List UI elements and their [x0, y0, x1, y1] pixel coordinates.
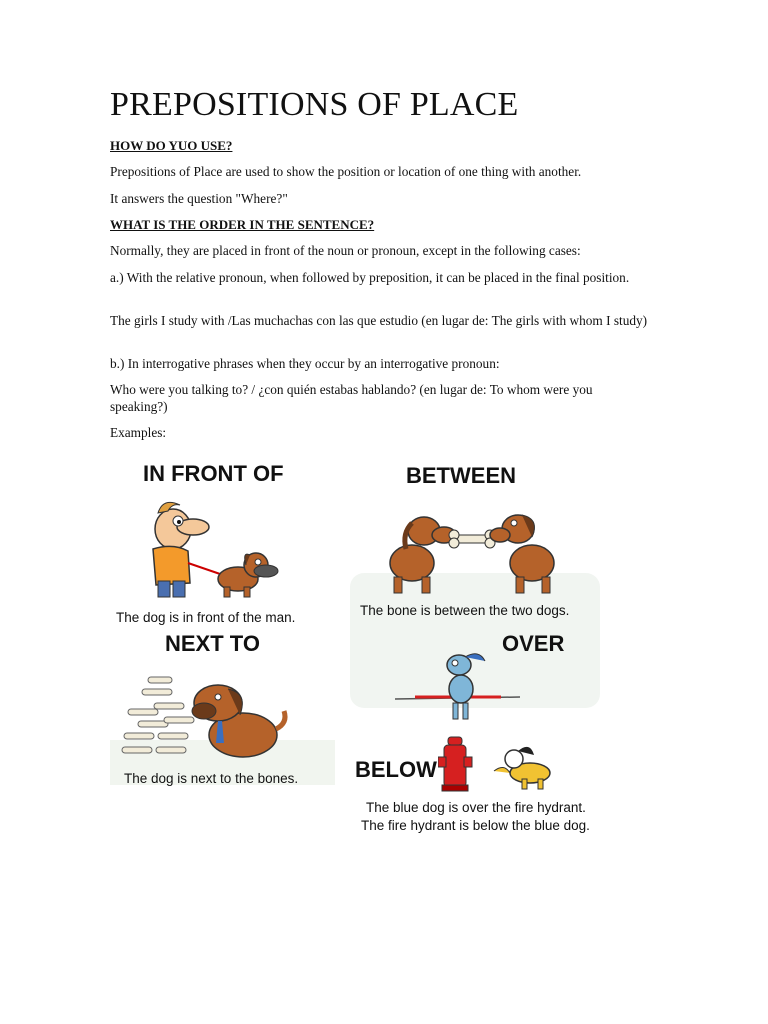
- paragraph-example-b: Who were you talking to? / ¿con quién estabas hablando? (en lugar de: To whom were you speaking?): [110, 382, 593, 414]
- caption-in-front-of: The dog is in front of the man.: [116, 610, 296, 625]
- two-dogs-bone-icon: [372, 493, 572, 603]
- panel-title-in-front-of: IN FRONT OF: [143, 461, 284, 486]
- blue-dog-tightrope-icon: [395, 645, 525, 725]
- prepositions-illustration: [110, 455, 630, 845]
- paragraph-definition: Prepositions of Place are used to show the position or location of one thing with another.: [110, 164, 582, 179]
- paragraph-where: It answers the question "Where?": [110, 191, 288, 206]
- caption-over: The blue dog is over the fire hydrant.: [366, 800, 586, 815]
- caption-between: The bone is between the two dogs.: [360, 603, 570, 618]
- panel-title-over: OVER: [502, 631, 565, 656]
- man-and-dog-icon: [128, 493, 288, 603]
- dog-and-bones-icon: [118, 663, 293, 763]
- caption-below: The fire hydrant is below the blue dog.: [361, 818, 590, 833]
- panel-title-next-to: NEXT TO: [165, 631, 260, 656]
- heading-sentence-order: WHAT IS THE ORDER IN THE SENTENCE?: [110, 217, 375, 232]
- paragraph-examples-label: Examples:: [110, 425, 167, 440]
- panel-title-between: BETWEEN: [406, 463, 516, 488]
- paragraph-case-b: b.) In interrogative phrases when they occur by an interrogative pronoun:: [110, 356, 500, 371]
- paragraph-normally: Normally, they are placed in front of the noun or pronoun, except in the following cases:: [110, 243, 581, 258]
- paragraph-example-a: The girls I study with /Las muchachas con las que estudio (en lugar de: The girls with whom I study): [110, 313, 648, 328]
- paragraph-case-a: a.) With the relative pronoun, when followed by preposition, it can be placed in the final position.: [110, 270, 630, 285]
- caption-next-to: The dog is next to the bones.: [124, 771, 299, 786]
- panel-title-below: BELOW: [355, 757, 437, 782]
- hydrant-and-dog-icon: [438, 733, 568, 793]
- heading-how-to-use: HOW DO YUO USE?: [110, 138, 233, 153]
- page-title: PREPOSITIONS OF PLACE: [110, 86, 519, 123]
